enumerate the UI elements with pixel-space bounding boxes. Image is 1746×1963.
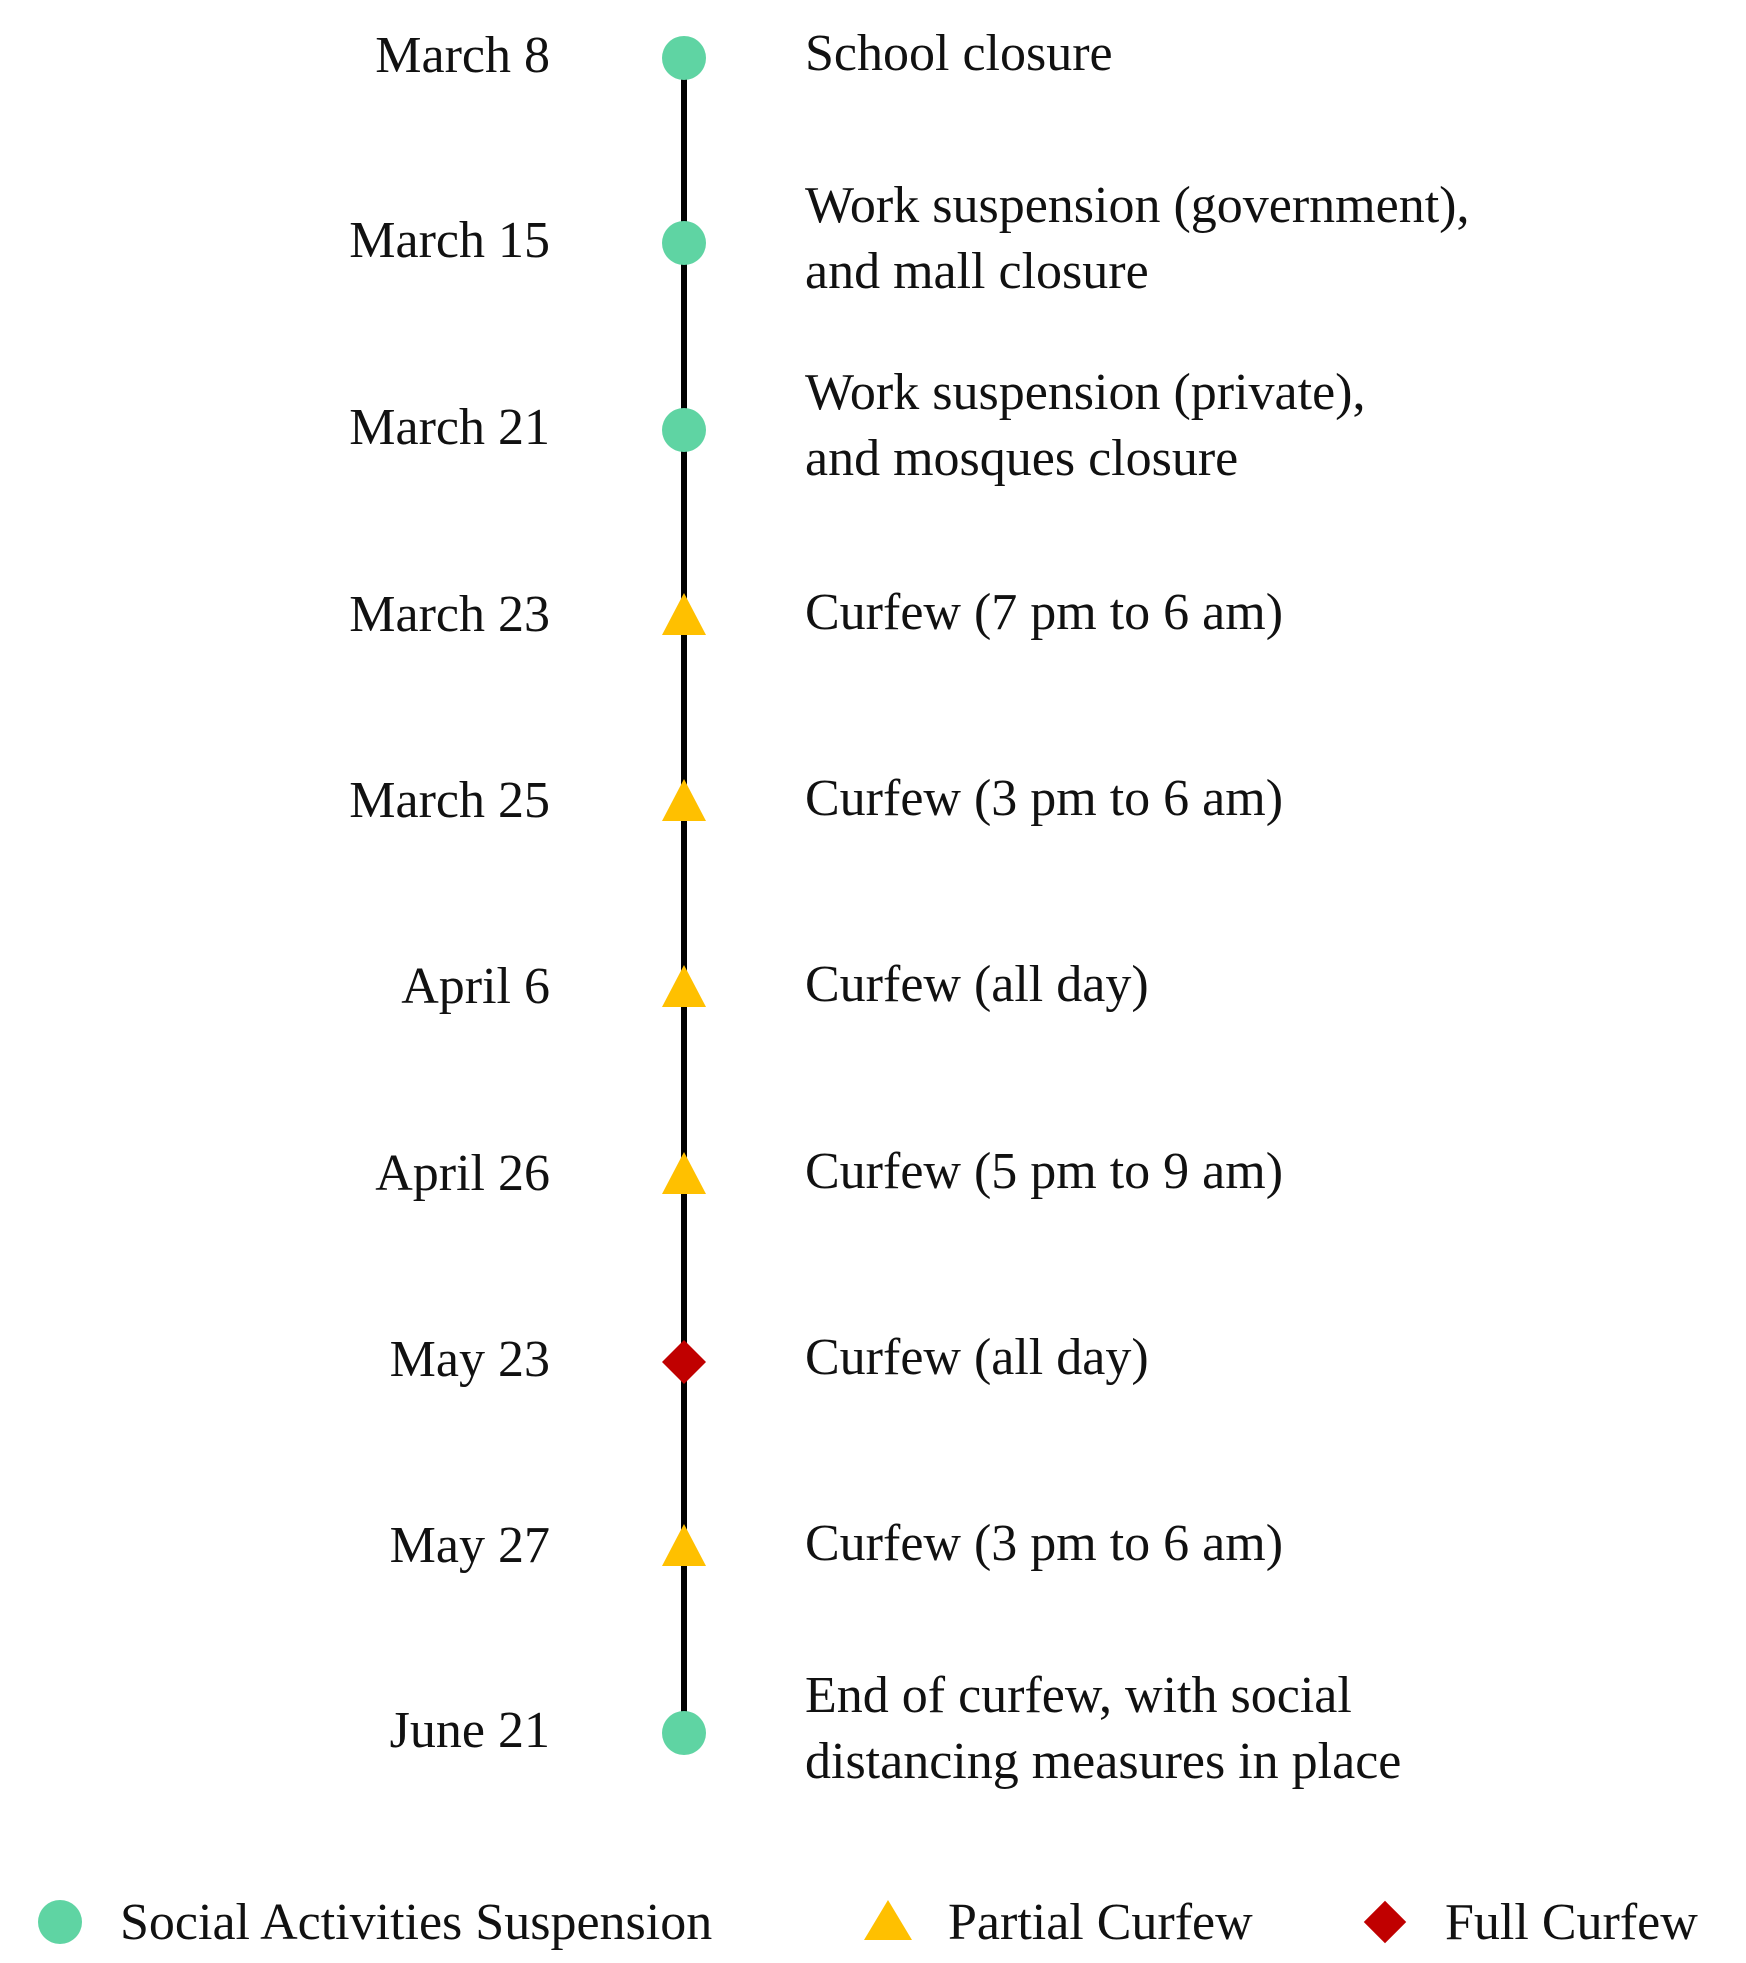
event-date: March 15: [349, 212, 550, 269]
red-diamond-icon: [1355, 1892, 1415, 1952]
event-date: April 6: [401, 958, 550, 1015]
event-description: Curfew (5 pm to 9 am): [805, 1143, 1284, 1200]
yellow-triangle-icon: [662, 593, 706, 635]
yellow-triangle-icon: [858, 1892, 918, 1952]
event-description: Curfew (7 pm to 6 am): [805, 584, 1284, 641]
yellow-triangle-icon: [662, 1524, 706, 1566]
event-date: March 23: [349, 586, 550, 643]
event-description: and mosques closure: [805, 430, 1239, 487]
event-description: distancing measures in place: [805, 1733, 1402, 1790]
event-date: May 27: [389, 1517, 550, 1574]
event-description: Work suspension (private),: [805, 364, 1366, 421]
event-date: May 23: [389, 1331, 550, 1388]
event-date: June 21: [389, 1702, 550, 1759]
event-description: Curfew (all day): [805, 956, 1149, 1013]
green-circle-icon: [662, 36, 706, 80]
legend-item-social: [30, 1882, 712, 1962]
event-description: Work suspension (government),: [805, 177, 1470, 234]
yellow-triangle-icon: [662, 965, 706, 1007]
event-date: March 21: [349, 399, 550, 456]
event-description: End of curfew, with social: [805, 1667, 1352, 1724]
event-date: March 8: [375, 27, 550, 84]
event-date: April 26: [375, 1145, 550, 1202]
green-circle-icon: [662, 408, 706, 452]
event-description: and mall closure: [805, 243, 1149, 300]
event-description: School closure: [805, 25, 1113, 82]
legend: [0, 1882, 1746, 1962]
red-diamond-icon: [662, 1340, 706, 1384]
yellow-triangle-icon: [662, 1152, 706, 1194]
yellow-triangle-icon: [662, 779, 706, 821]
legend-item-partial: [858, 1882, 1253, 1962]
legend-label: Social Activities Suspension: [120, 1893, 713, 1951]
green-circle-icon: [662, 221, 706, 265]
legend-label: Partial Curfew: [948, 1893, 1253, 1951]
green-circle-icon: [662, 1711, 706, 1755]
legend-label: Full Curfew: [1445, 1893, 1698, 1951]
green-circle-icon: [30, 1892, 90, 1952]
event-description: Curfew (3 pm to 6 am): [805, 770, 1284, 827]
event-description: Curfew (all day): [805, 1329, 1149, 1386]
event-description: Curfew (3 pm to 6 am): [805, 1515, 1284, 1572]
event-date: March 25: [349, 772, 550, 829]
legend-item-full: [1355, 1882, 1698, 1962]
